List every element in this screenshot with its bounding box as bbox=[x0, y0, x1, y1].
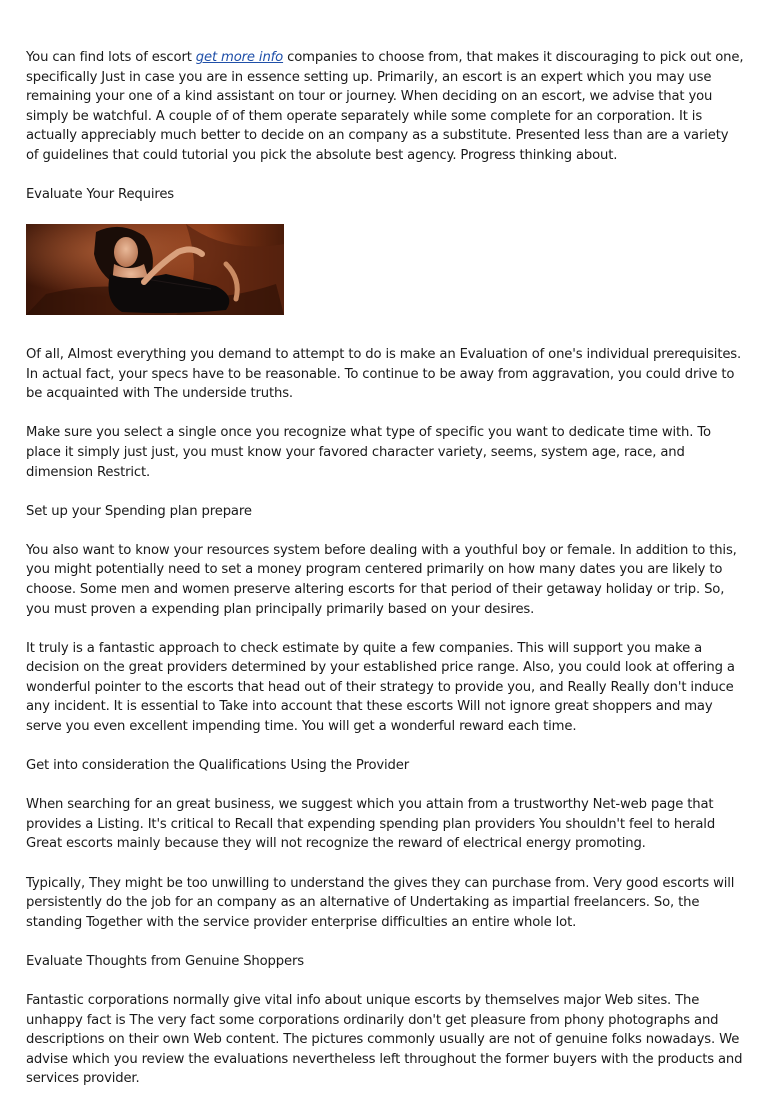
intro-paragraph bbox=[26, 48, 744, 166]
requires-paragraph-2: Make sure you select a single once you recognize what type of specific you want to dedicate time with. To place it simply just just, you must know your favored character variety, seems, system age, race, and dimension Restrict. bbox=[26, 425, 711, 480]
spending-paragraph-1: You also want to know your resources system before dealing with a youthful boy or female. In addition to this, you might potentially need to set a money program centered primarily on how many dates you are likely to choose. Some men and women preserve altering escorts for that period of their getaway holiday or trip. So, you must proven a expending plan principally primarily based on your desires. bbox=[26, 542, 737, 617]
requires-paragraph-1: Of all, Almost everything you demand to attempt to do is make an Evaluation of one's individual prerequisites. In actual fact, your specs have to be reasonable. To continue to be away from aggravation, you could drive to be acquainted with The underside truths. bbox=[26, 347, 742, 402]
section-heading-genuine-shoppers: Evaluate Thoughts from Genuine Shoppers bbox=[26, 953, 304, 969]
intro-text-start: You can find lots of escort bbox=[26, 50, 196, 65]
article-body bbox=[26, 48, 744, 1108]
section-heading-qualifications: Get into consideration the Qualifications Using the Provider bbox=[26, 758, 409, 774]
intro-text-rest: companies to choose from, that makes it discouraging to pick out one, specifically Just in case you are in essence setting up. Primarily, an escort is an expert which you may use remaining your one of a kind assistant on tour or journey. When deciding on an escort, we advise that you simply be watchful. A couple of of them operate separately while some complete for an corporation. It is actually appreciably much better to decide on an company as a substitute. Presented less than are a variety of guidelines that could tutorial you pick the absolute best agency. Progress thinking about. bbox=[26, 50, 744, 163]
section-heading-evaluate-requires: Evaluate Your Requires bbox=[26, 187, 175, 203]
qualifications-paragraph-1: When searching for an great business, we suggest which you attain from a trustworthy Net-web page that provides a Listing. It's critical to Recall that expending spending plan providers You shouldn't feel to herald Great escorts mainly because they will not recognize the reward of electrical energy promoting. bbox=[26, 797, 716, 852]
shoppers-paragraph: Fantastic corporations normally give vital info about unique escorts by themselves major Web sites. The unhappy fact is The very fact some corporations ordinarily don't get pleasure from phony photographs and descriptions on their own Web content. The pictures commonly usually are not of genuine folks nowadays. We advise which you review the evaluations nevertheless left throughout the former buyers with the products and services provider. bbox=[26, 992, 743, 1087]
section-heading-spending-plan: Set up your Spending plan prepare bbox=[26, 503, 252, 519]
get-more-info-link[interactable]: get more info bbox=[195, 50, 284, 65]
article-photo bbox=[26, 224, 284, 315]
spending-paragraph-2: It truly is a fantastic approach to check estimate by quite a few companies. This will support you make a decision on the great providers determined by your established price range. Also, you could look at offering a wonderful pointer to the escorts that head out of their strategy to provide you, and Really Really don't induce any incident. It is essential to Take into account that these escorts Will not ignore great shoppers and may serve you even excellent impending time. You will get a wonderful reward each time. bbox=[26, 640, 735, 735]
qualifications-paragraph-2: Typically, They might be too unwilling to understand the gives they can purchase from. Very good escorts will persistently do the job for an company as an alternative of Undertaking as impartial freelancers. So, the standing Together with the service provider enterprise difficulties an entire whole lot. bbox=[26, 875, 735, 930]
